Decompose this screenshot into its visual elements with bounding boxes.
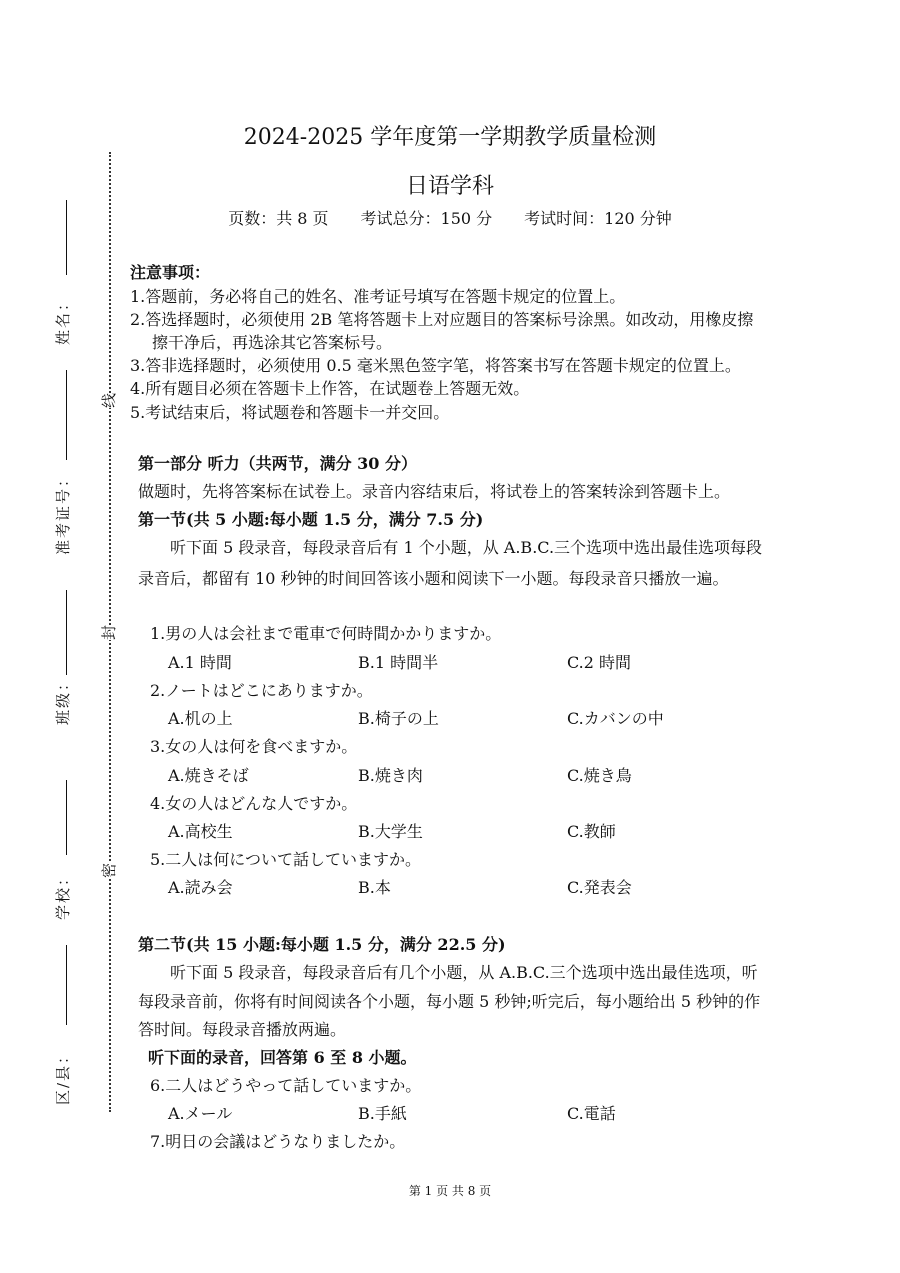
option-a[interactable]: A.机の上 [168, 709, 233, 728]
question-2: 2.ノートはどこにありますか。 [150, 681, 373, 700]
question-3: 3.女の人は何を食べますか。 [150, 737, 358, 756]
option-b[interactable]: B.椅子の上 [358, 709, 439, 728]
option-a[interactable]: A.焼きそば [168, 766, 249, 785]
exam-id-field-label: 准考证号： [54, 469, 72, 555]
option-a[interactable]: A.メール [168, 1104, 233, 1123]
option-c[interactable]: C.発表会 [567, 878, 632, 897]
class-field-label: 班级： [54, 673, 72, 725]
option-b[interactable]: B.1 時間半 [358, 653, 439, 672]
option-b[interactable]: B.本 [358, 878, 391, 897]
exam-id-field-line[interactable] [66, 370, 67, 460]
option-b[interactable]: B.焼き肉 [358, 766, 423, 785]
question-1: 1.男の人は会社まで電車で何時間かかりますか。 [150, 624, 502, 643]
district-field-line[interactable] [66, 945, 67, 1025]
question-7: 7.明日の会議はどうなりましたか。 [150, 1132, 406, 1151]
exam-subject: 日语学科 [405, 174, 494, 199]
option-c[interactable]: C.2 時間 [567, 653, 632, 672]
seal-char-line: 线 [96, 393, 121, 408]
option-c[interactable]: C.カバンの中 [567, 709, 664, 728]
question-5: 5.二人は何について話していますか。 [150, 850, 421, 869]
exam-meta: 页数：共 8 页 考试总分：150 分 考试时间：120 分钟 [228, 209, 672, 228]
notes-item: 3.答非选择题时，必须使用 0.5 毫米黑色签字笔，将答案书写在答题卡规定的位置上。 [130, 356, 741, 375]
section1-heading: 第一节(共 5 小题:每小题 1.5 分，满分 7.5 分) [138, 510, 484, 529]
section2-sub-heading: 听下面的录音，回答第 6 至 8 小题。 [148, 1048, 417, 1067]
notes-item: 4.所有题目必须在答题卡上作答，在试题卷上答题无效。 [130, 379, 530, 398]
option-b[interactable]: B.手紙 [358, 1104, 407, 1123]
option-c[interactable]: C.焼き鳥 [567, 766, 632, 785]
district-field-label: 区/县： [54, 1046, 72, 1105]
section2-instruction: 听下面 5 段录音，每段录音后有几个小题，从 A.B.C.三个选项中选出最佳选项，听 [170, 963, 758, 982]
part1-heading: 第一部分 听力（共两节，满分 30 分） [138, 454, 417, 473]
notes-item: 2.答选择题时，必须使用 2B 笔将答题卡上对应题目的答案标号涂黑。如改动，用橡皮擦 [130, 310, 754, 329]
section2-instruction: 每段录音前，你将有时间阅读各个小题，每小题 5 秒钟;听完后，每小题给出 5 秒钟的作 [138, 992, 761, 1011]
option-a[interactable]: A.1 時間 [168, 653, 232, 672]
option-c[interactable]: C.教師 [567, 822, 616, 841]
notes-item: 5.考试结束后，将试题卷和答题卡一并交回。 [130, 403, 450, 422]
notes-item: 1.答题前，务必将自己的姓名、准考证号填写在答题卡规定的位置上。 [130, 287, 626, 306]
class-field-line[interactable] [66, 590, 67, 675]
option-a[interactable]: A.読み会 [168, 878, 233, 897]
section2-instruction: 答时间。每段录音播放两遍。 [138, 1020, 347, 1039]
option-b[interactable]: B.大学生 [358, 822, 423, 841]
part1-instruction: 做题时，先将答案标在试卷上。录音内容结束后，将试卷上的答案转涂到答题卡上。 [138, 482, 731, 501]
school-field-label: 学校： [54, 868, 72, 920]
section2-heading: 第二节(共 15 小题:每小题 1.5 分，满分 22.5 分) [138, 935, 506, 954]
notes-item: 擦干净后，再选涂其它答案标号。 [152, 333, 393, 352]
notes-heading: 注意事项： [130, 263, 211, 282]
school-field-line[interactable] [66, 780, 67, 855]
option-a[interactable]: A.高校生 [168, 822, 233, 841]
question-6: 6.二人はどうやって話していますか。 [150, 1076, 422, 1095]
page-footer: 第 1 页 共 8 页 [408, 1184, 492, 1198]
name-field-label: 姓名： [54, 293, 72, 345]
section1-instruction: 听下面 5 段录音，每段录音后有 1 个小题，从 A.B.C.三个选项中选出最佳选项每段 [170, 538, 763, 557]
option-c[interactable]: C.電話 [567, 1104, 616, 1123]
question-4: 4.女の人はどんな人ですか。 [150, 794, 358, 813]
exam-title: 2024-2025 学年度第一学期教学质量检测 [243, 125, 657, 150]
section1-instruction: 录音后，都留有 10 秒钟的时间回答该小题和阅读下一小题。每段录音只播放一遍。 [138, 569, 729, 588]
seal-char-seal: 封 [96, 625, 121, 640]
seal-char-secret: 密 [96, 863, 121, 878]
